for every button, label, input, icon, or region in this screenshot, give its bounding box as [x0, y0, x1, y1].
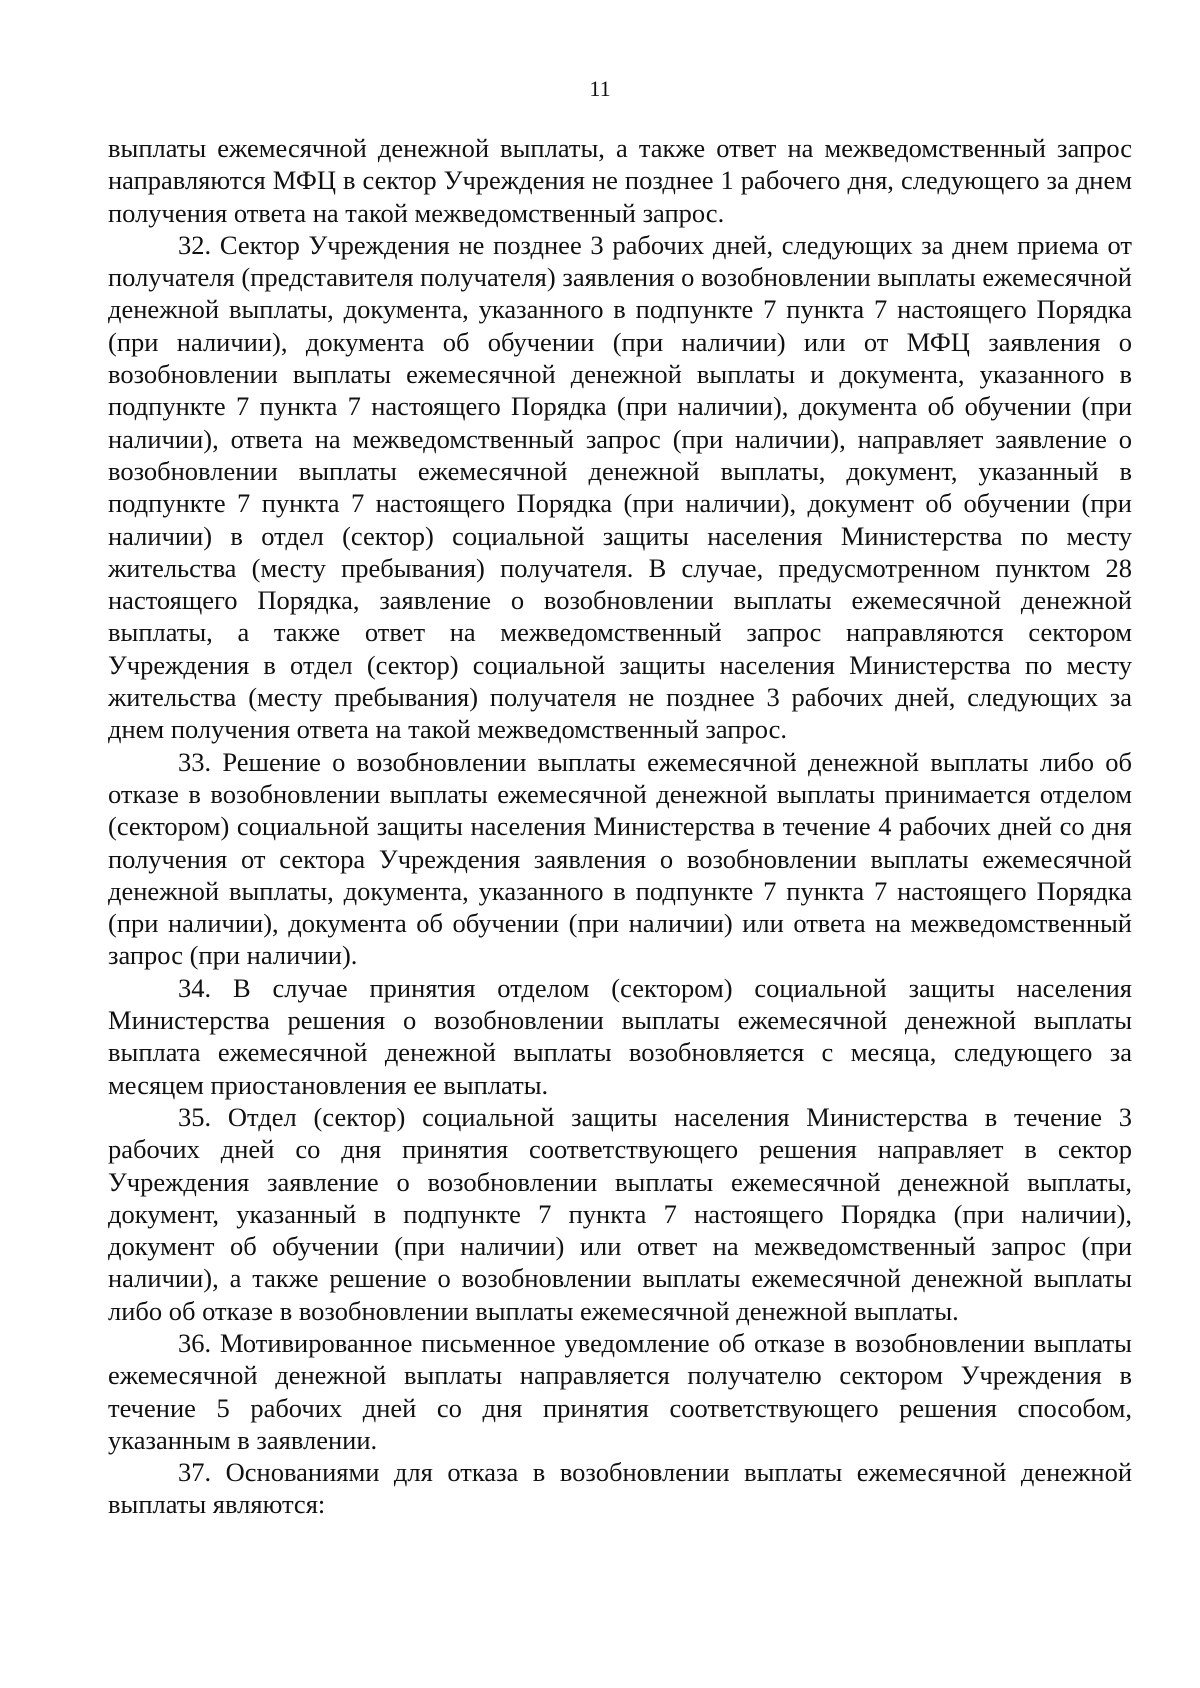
paragraph-36: 36. Мотивированное письменное уведомление об отказе в возобновлении выплаты ежемесячной денежной выплаты направляется получателю сектором Учреждения в течение 5 рабочих дней со дня принятия соответствующего решения способом, указанным в заявлении.: [108, 1327, 1132, 1455]
paragraph-35: 35. Отдел (сектор) социальной защиты населения Министерства в течение 3 рабочих дней со дня принятия соответствующего решения направляет в сектор Учреждения заявление о возобновлении выплаты ежемесячной денежной выплаты, документ, указанный в подпункте 7 пункта 7 настоящего Порядка (при наличии), документ об обучении (при наличии) или ответ на межведомственный запрос (при наличии), а также решение о возобновлении выплаты ежемесячной денежной выплаты либо об отказе в возобновлении выплаты ежемесячной денежной выплаты.: [108, 1101, 1132, 1326]
document-body: [108, 132, 1132, 1521]
paragraph-33: 33. Решение о возобновлении выплаты ежемесячной денежной выплаты либо об отказе в возобновлении выплаты ежемесячной денежной выплаты принимается отделом (сектором) социальной защиты населения Министерства в течение 4 рабочих дней со дня получения от сектора Учреждения заявления о возобновлении выплаты ежемесячной денежной выплаты, документа, указанного в подпункте 7 пункта 7 настоящего Порядка (при наличии), документа об обучении (при наличии) или ответа на межведомственный запрос (при наличии).: [108, 746, 1132, 971]
paragraph-continuation: выплаты ежемесячной денежной выплаты, а также ответ на межведомственный запрос направляются МФЦ в сектор Учреждения не позднее 1 рабочего дня, следующего за днем получения ответа на такой межведомственный запрос.: [108, 133, 1132, 228]
paragraph-37: 37. Основаниями для отказа в возобновлении выплаты ежемесячной денежной выплаты являются:: [108, 1457, 1132, 1520]
paragraph-34: 34. В случае принятия отделом (сектором) социальной защиты населения Министерства решения о возобновлении выплаты ежемесячной денежной выплаты выплата ежемесячной денежной выплаты возобновляется с месяца, следующего за месяцем приостановления ее выплаты.: [108, 972, 1132, 1100]
paragraph-32: 32. Сектор Учреждения не позднее 3 рабочих дней, следующих за днем приема от получателя (представителя получателя) заявления о возобновлении выплаты ежемесячной денежной выплаты, документа, указанного в подпункте 7 пункта 7 настоящего Порядка (при наличии), документа об обучении (при наличии) или от МФЦ заявления о возобновлении выплаты ежемесячной денежной выплаты и документа, указанного в подпункте 7 пункта 7 настоящего Порядка (при наличии), документа об обучении (при наличии), ответа на межведомственный запрос (при наличии), направляет заявление о возобновлении выплаты ежемесячной денежной выплаты, документ, указанный в подпункте 7 пункта 7 настоящего Порядка (при наличии), документ об обучении (при наличии) в отдел (сектор) социальной защиты населения Министерства по месту жительства (месту пребывания) получателя. В случае, предусмотренном пунктом 28 настоящего Порядка, заявление о возобновлении выплаты ежемесячной денежной выплаты, а также ответ на межведомственный запрос направляются сектором Учреждения в отдел (сектор) социальной защиты населения Министерства по месту жительства (месту пребывания) получателя не позднее 3 рабочих дней, следующих за днем получения ответа на такой межведомственный запрос.: [108, 229, 1132, 745]
page-number: 11: [589, 76, 611, 101]
